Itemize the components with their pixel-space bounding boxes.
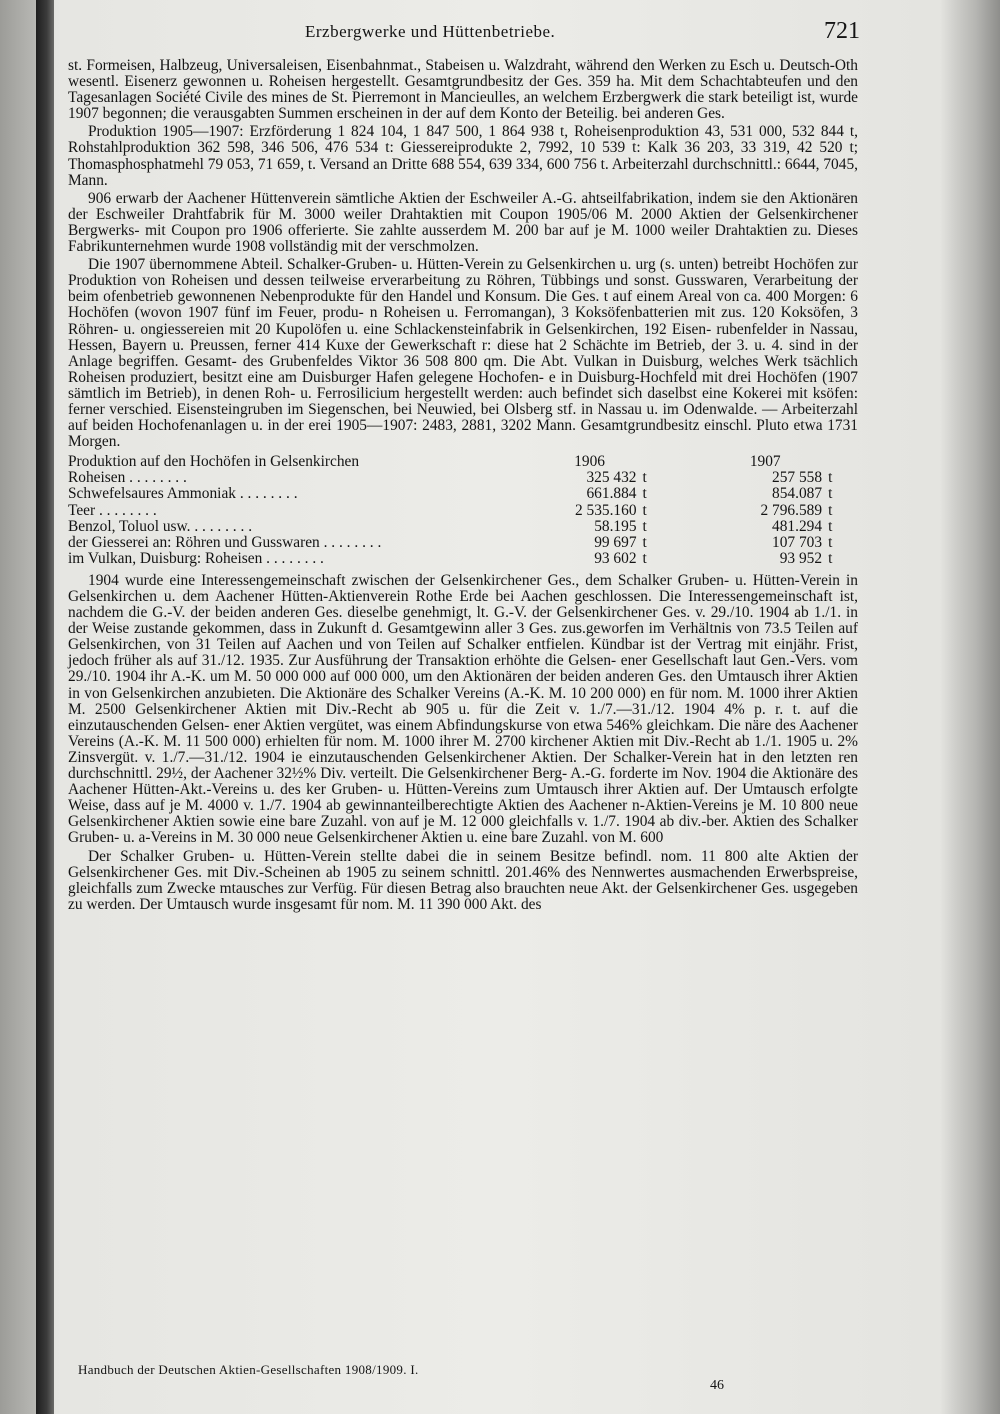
row-unit: t [642, 549, 647, 567]
row-unit: t [642, 469, 647, 487]
signature-mark: 46 [710, 1378, 724, 1393]
page-number: 721 [824, 18, 860, 44]
paragraph: 906 erwarb der Aachener Hüttenverein sämtliche Aktien der Eschweiler A.-G. ahtseilfabrikation, indem sie den Aktionären der Eschweiler Drahtfabrik für M. 3000 weiler Drahtaktien mit Coupon 1905/06 M. 2000 Aktien der Gelsenkirchener Bergwerks- mit Coupon pro 1906 offerierte. Sie zahlte ausserdem M. 200 bar auf je M. 1000 weiler Drahtaktien zu. Dieses Fabrikunternehmen wurde 1908 vollständig mit der verschmolzen. [68, 189, 858, 256]
year-1906: 1906 [574, 453, 605, 471]
running-header [70, 14, 860, 54]
row-unit: t [828, 469, 833, 487]
row-value-1906: 99 697 [594, 533, 637, 551]
row-value-1907: 93 952 [779, 549, 823, 567]
row-unit: t [642, 517, 647, 535]
page-gutter-edge [0, 0, 36, 1414]
row-value-1907: 107 703 [772, 533, 823, 551]
row-value-1906: 2 535.160 [574, 501, 637, 519]
row-unit: t [642, 485, 647, 503]
paragraph: Produktion 1905—1907: Erzförderung 1 824 104, 1 847 500, 1 864 938 t, Roheisenproduktion 43, 531 000, 532 844 t, Rohstahlproduktion 362 598, 346 506, 476 534 t: Giessereiprodukte 2, 7992, 10 539 t: Kalk 36 203, 33 319, 42 520 t; Thomasphosphatmehl 79 053, 71 659, t. Versand an Dritte 688 554, 639 334, 600 756 t. Arbeiterzahl durchschnittl.: 6644, 7045, Mann. [68, 123, 858, 189]
body-text [68, 58, 858, 915]
row-unit: t [828, 549, 833, 567]
table-header-row [68, 454, 858, 470]
row-unit: t [828, 517, 833, 535]
table-title: Produktion auf den Hochöfen in Gelsenkirchen [68, 453, 360, 471]
row-value-1906: 58.195 [594, 517, 637, 535]
binding-shadow [36, 0, 54, 1414]
row-value-1907: 257 558 [772, 469, 823, 487]
row-unit: t [642, 501, 647, 519]
table-row [68, 519, 858, 535]
row-label: Teer [68, 501, 96, 519]
paragraph: Der Schalker Gruben- u. Hütten-Verein stellte dabei die in seinem Besitze befindl. nom. 11 800 alte Aktien der Gelsenkirchener Ges. mit Div.-Scheinen ab 1905 zu seinem schnittl. 201.46% des Nennwertes ausmachenden Erwerbspreise, gleichfalls zum Zwecke mtausches zur Verfüg. Für diesen Betrag also brauchten neue Akt. der Gelsenkirchener Ges. usgegeben zu werden. Der Umtausch wurde insgesamt für nom. M. 11 390 000 Akt. des [68, 847, 858, 913]
row-value-1907: 481.294 [772, 517, 823, 535]
row-value-1907: 2 796.589 [760, 501, 823, 519]
table-row [68, 486, 858, 502]
paragraph: st. Formeisen, Halbzeug, Universaleisen, Eisenbahnmat., Stabeisen u. Walzdraht, während den Werken zu Esch u. Deutsch-Oth wesentl. Eisenerz gewonnen u. Roheisen hergestellt. Gesamtgrundbesitz der Ges. 359 ha. Mit dem Schachtabteufen und den Tagesanlagen Société Civile des mines de St. Pierremont in Mancieulles, an welchem Erzbergwerk die stark beteiligt ist, wurde 1907 begonnen; die verausgabten Summen erscheinen in der auf dem Konto der Beteilig. bei anderen Ges. [68, 57, 858, 123]
row-unit: t [828, 533, 833, 551]
production-table [68, 454, 858, 567]
row-value-1906: 325 432 [586, 469, 637, 487]
row-value-1906: 661.884 [586, 485, 637, 503]
row-unit: t [828, 485, 833, 503]
row-value-1907: 854.087 [772, 485, 823, 503]
paragraph: Die 1907 übernommene Abteil. Schalker-Gruben- u. Hütten-Verein zu Gelsenkirchen u. urg (s. unten) betreibt Hochöfen zur Produktion von Roheisen und dessen teilweise erverarbeitung zu Röhren, Tübbings und sonst. Gusswaren, Verarbeitung der beim ofenbetrieb gewonnenen Nebenprodukte für den Handel und Konsum. Die Ges. t auf einem Areal von ca. 400 Morgen: 6 Hochöfen (wovon 1907 fünf im Feuer, produ- n Roheisen u. Ferromangan), 3 Koksöfenbatterien mit zus. 120 Koksöfen, 3 Röhren- u. ongiessereien mit 20 Kupolöfen u. eine Schlackensteinfabrik in Gelsenkirchen, 192 Eisen- rubenfelder in Nassau, Hessen, Bayern u. Preussen, ferner 414 Kuxe der Gewerkschaft r: diese hat 2 Schächte im Betrieb, der 3. u. 4. sind in der Anlage begriffen. Gesamt- des Grubenfeldes Viktor 36 508 800 qm. Die Abt. Vulkan in Duisburg, welches Werk tsächlich Roheisen produziert, besitzt eine am Duisburger Hafen gelegene Hochofen- e in Duisburg-Hochfeld mit drei Hochöfen (1907 sämtlich im Betrieb), in denen Roh- u. Ferrosilicium hergestellt werden: auch befindet sich daselbst eine Kokerei mit ksöfen: ferner verschied. Eisensteingruben im Siegenschen, bei Neuwied, bei Olsberg stf. in Nassau u. im Odenwalde. — Arbeiterzahl auf beiden Hochofenanlagen u. in der erei 1905—1907: 2483, 2881, 3202 Mann. Gesamtgrundbesitz einschl. Pluto etwa 1731 Morgen. [68, 256, 858, 451]
table-row [68, 551, 858, 567]
row-unit: t [828, 501, 833, 519]
row-label: im Vulkan, Duisburg: Roheisen [68, 549, 263, 567]
row-unit: t [642, 533, 647, 551]
row-label: Benzol, Toluol usw. [68, 517, 191, 535]
paragraph: 1904 wurde eine Interessengemeinschaft zwischen der Gelsenkirchener Ges., dem Schalker Gruben- u. Hütten-Verein in Gelsenkirchen u. dem Aachener Hütten-Aktienverein Rothe Erde bei Aachen geschlossen. Die Interessengemeinschaft ist, nachdem die G.-V. der beiden anderen Ges. dieselbe genehmigt, lt. G.-V. der Gelsenkirchener Ges. v. 29./10. 1904 ab 1./1. in der Weise zustande gekommen, dass in Zukunft d. Gesamtgewinn aller 3 Ges. zus.geworfen im Verhältnis von 73.5 Teilen auf Gelsenkirchen, von 31 Teilen auf Aachen und von Teilen auf Schalker entfielen. Kündbar ist der Vertrag mit einjähr. Frist, jedoch früher als auf 31./12. 1935. Zur Ausführung der Transaktion erhöhte die Gelsen- ener Gesellschaft laut Gen.-Vers. vom 29./10. 1904 ihr A.-K. um M. 50 000 000 auf 000 000, um den Aktionären der beiden anderen Ges. den Umtausch ihrer Aktien in von Gelsenkirchen anzubieten. Die Aktionäre des Schalker Vereins (A.-K. M. 10 200 000) en für nom. M. 1000 ihrer Aktien M. 2500 Gelsenkirchener Aktien mit Div.-Recht ab 905 u. für die Zeit v. 1./7.—31./12. 1904 4% p. r. t. auf die einzutauschenden Gelsen- ener Aktien vergütet, was einem Abfindungskurse von etwa 546% gleichkam. Die näre des Aachener Vereins (A.-K. M. 11 500 000) erhielten für nom. M. 1000 ihrer M. 2700 kirchener Aktien mit Div.-Recht ab 1./1. 1905 u. 2% Zinsvergüt. v. 1./7.—31./12. 1904 ie einzutauschenden Gelsenkirchener Aktien. Der Schalker-Verein hat in den letzten ren durchschnittl. 29½, der Aachener 32½% Div. verteilt. Die Gelsenkirchener Berg- A.-G. forderte im Nov. 1904 die Aktionäre des Aachener Hütten-Akt.-Vereins u. des ker Gruben- u. Hütten-Vereins zum Umtausch ihrer Aktien auf. Der Umtausch erfolgte Weise, dass auf je M. 4000 v. 1./7. 1904 ab gewinnanteilberechtigte Aktien des Aachener n-Aktien-Vereins je M. 10 800 neue Gelsenkirchener Aktien sowie eine bare Zuzahl. von auf je M. 12 000 gleichfalls v. 1./7. 1904 ab div.-ber. Aktien des Schalker Gruben- u. a-Vereins in M. 30 000 neue Gelsenkirchener Aktien u. eine bare Zuzahl. von M. 600 [68, 571, 858, 847]
right-page-edge [940, 0, 1000, 1414]
row-value-1906: 93 602 [594, 549, 637, 567]
table-row [68, 470, 858, 486]
year-1907: 1907 [749, 453, 781, 471]
header-title: Erzbergwerke und Hüttenbetriebe. [305, 22, 556, 41]
footer-imprint: Handbuch der Deutschen Aktien-Gesellschaften 1908/1909. I. [78, 1362, 419, 1377]
row-label: der Giesserei an: Röhren und Gusswaren [68, 533, 320, 551]
table-row [68, 503, 858, 519]
row-label: Roheisen [68, 469, 126, 487]
table-row [68, 535, 858, 551]
row-label: Schwefelsaures Ammoniak [68, 485, 236, 503]
